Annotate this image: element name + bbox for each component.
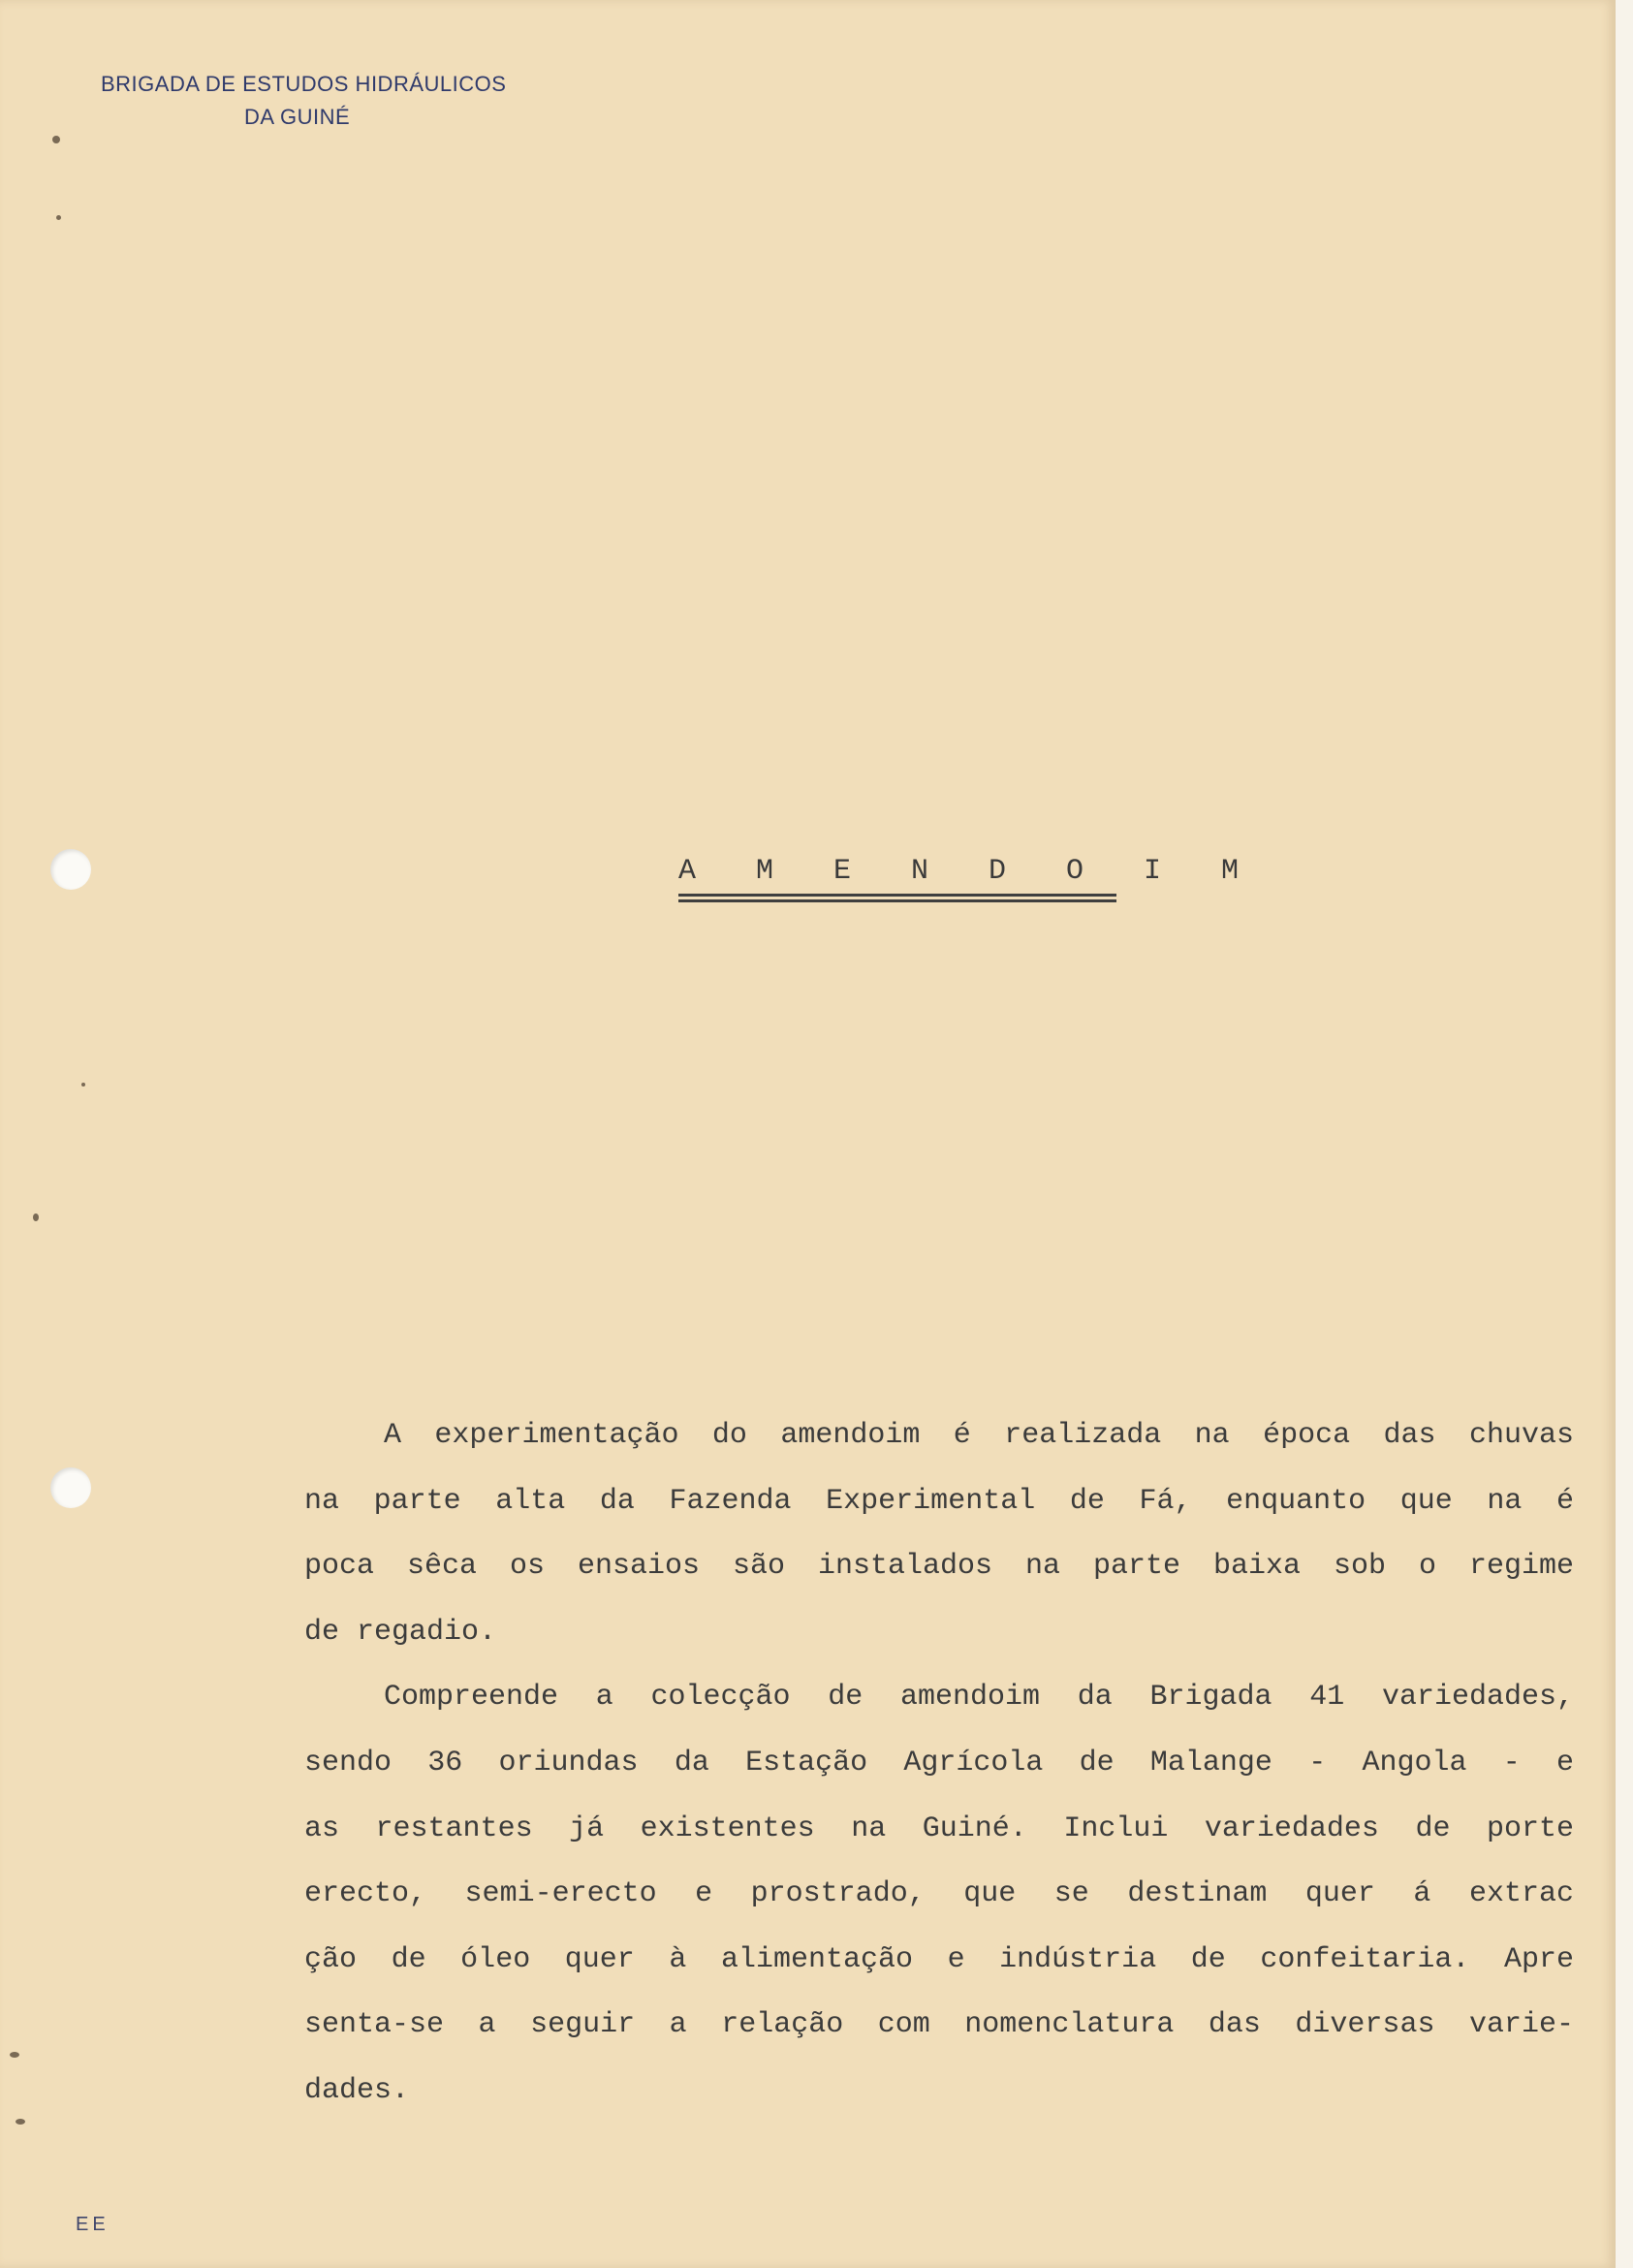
title-text: A M E N D O I M: [678, 855, 1261, 888]
title-underline: [678, 894, 1116, 897]
punch-hole-bottom: [50, 1467, 91, 1508]
paper-speck: [56, 215, 61, 220]
text-line: na parte alta da Fazenda Experimental de Fá, enquanto que na é: [304, 1484, 1574, 1518]
letterhead-line2: DA GUINÉ: [244, 105, 351, 129]
title-double-underline: [678, 899, 1116, 902]
paper-speck: [33, 1213, 39, 1221]
scan-edge: [1616, 0, 1633, 2268]
punch-hole-top: [50, 849, 91, 890]
paragraph-1: [304, 1403, 1574, 1665]
text-line: as restantes já existentes na Guiné. Inclui variedades de porte: [304, 1811, 1574, 1845]
text-line: A experimentação do amendoim é realizada na época das chuvas: [384, 1419, 1574, 1452]
text-line: erecto, semi-erecto e prostrado, que se destinam quer á extrac: [304, 1877, 1574, 1911]
document-title: [678, 855, 1261, 902]
text-line: sendo 36 oriundas da Estação Agrícola de Malange - Angola - e: [304, 1746, 1574, 1780]
text-line: senta-se a seguir a relação com nomenclatura das diversas varie-: [304, 2008, 1574, 2042]
text-line: Compreende a colecção de amendoim da Brigada 41 variedades,: [384, 1681, 1574, 1715]
paper-speck: [10, 2052, 19, 2058]
text-line: dades.: [304, 2073, 410, 2107]
paper-speck: [16, 2119, 25, 2125]
text-line: de regadio.: [304, 1615, 497, 1649]
body-text: [304, 1403, 1574, 2125]
paragraph-2: [304, 1665, 1574, 2124]
footer-code: EE: [76, 2214, 110, 2235]
paper-speck: [52, 136, 60, 143]
paper-speck: [81, 1083, 85, 1087]
letterhead: [101, 68, 506, 134]
letterhead-line1: BRIGADA DE ESTUDOS HIDRÁULICOS: [101, 72, 507, 96]
text-line: ção de óleo quer à alimentação e indústria de confeitaria. Apre: [304, 1942, 1574, 1976]
text-line: poca sêca os ensaios são instalados na parte baixa sob o regime: [304, 1550, 1574, 1584]
